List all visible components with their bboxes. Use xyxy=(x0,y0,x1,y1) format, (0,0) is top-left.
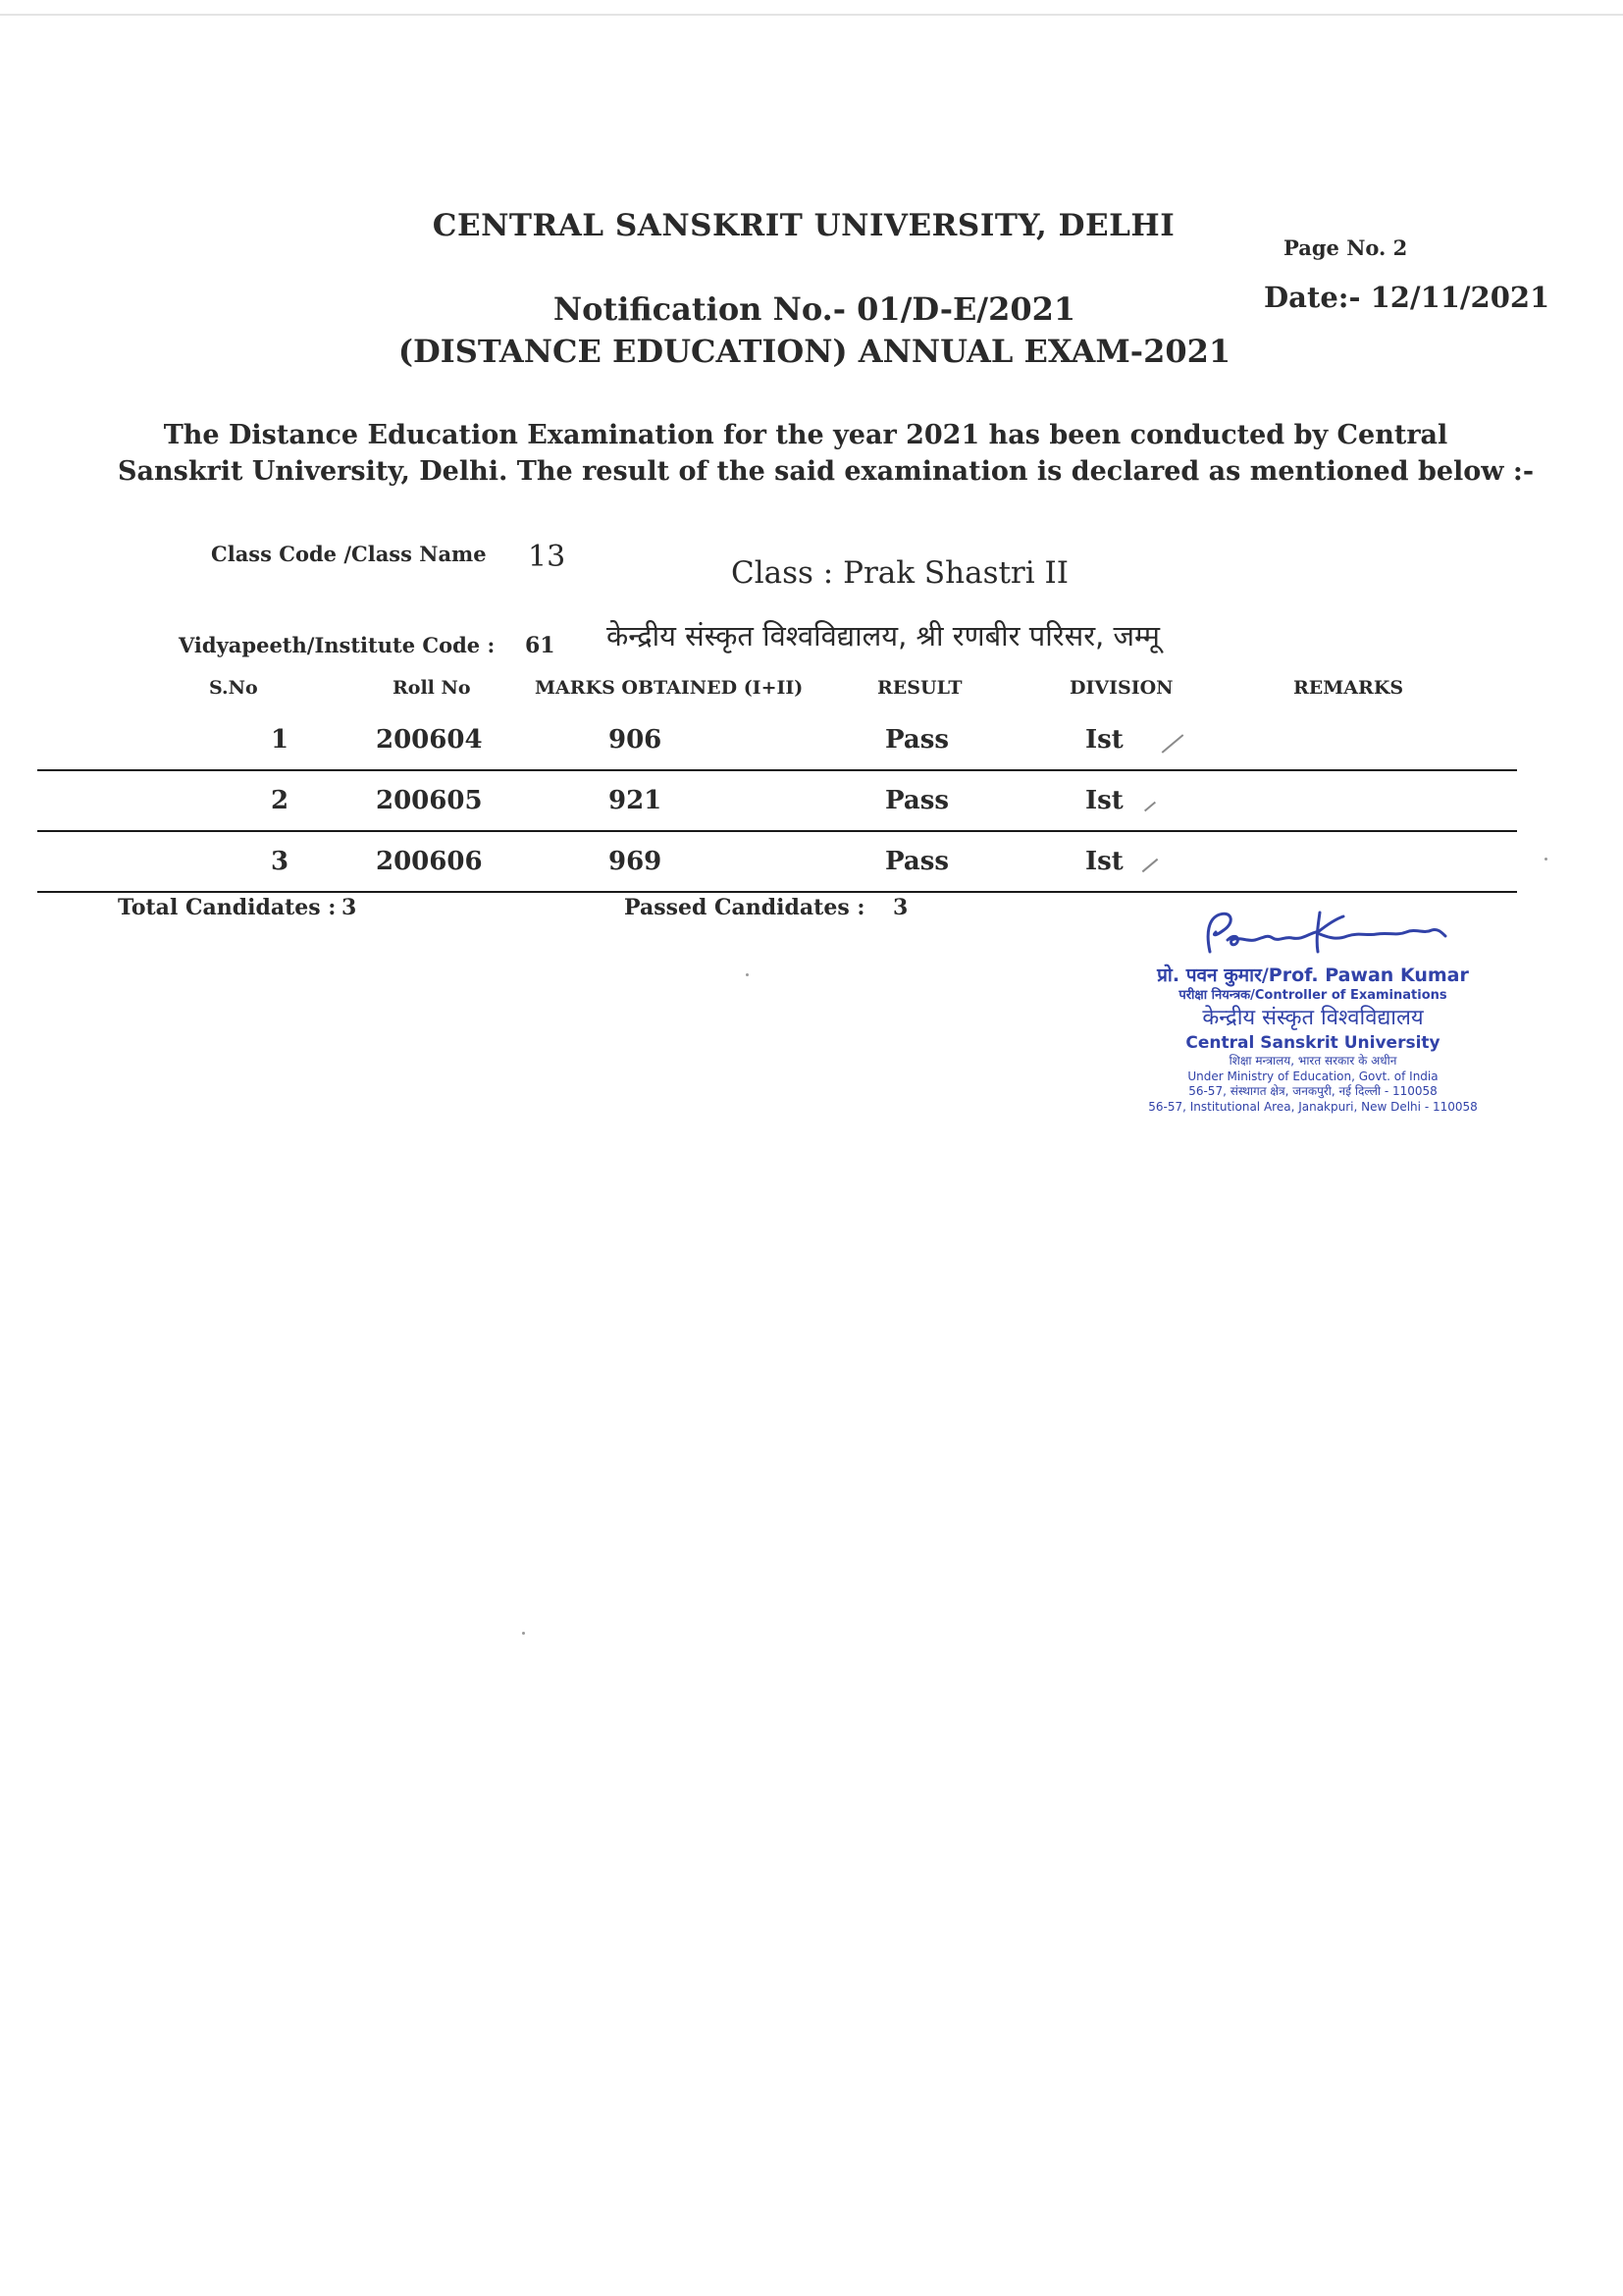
class-name: Class : Prak Shastri II xyxy=(731,555,1070,591)
table-row xyxy=(0,725,1623,766)
header-remarks: REMARKS xyxy=(1293,677,1404,699)
institute-code-value: 61 xyxy=(525,633,555,658)
row-divider xyxy=(37,769,1517,771)
header-result: RESULT xyxy=(877,677,963,699)
header-sno: S.No xyxy=(209,677,258,699)
intro-line-1: The Distance Education Examination for the year 2021 has been conducted by Central xyxy=(163,420,1448,450)
table-row xyxy=(0,847,1623,888)
institute-name: केन्द्रीय संस्कृत विश्वविद्यालय, श्री रणबीर परिसर, जम्मू xyxy=(606,619,1161,652)
cell-result: Pass xyxy=(885,786,949,815)
cell-division: Ist xyxy=(1085,786,1124,815)
stamp-address-hindi: 56-57, संस्थागत क्षेत्र, जनकपुरी, नई दिल्ली - 110058 xyxy=(1188,1084,1438,1099)
cell-roll-no: 200605 xyxy=(376,786,483,815)
university-title: CENTRAL SANSKRIT UNIVERSITY, DELHI xyxy=(432,208,1176,243)
stamp-name: प्रो. पवन कुमार/Prof. Pawan Kumar xyxy=(1157,965,1469,986)
class-code-label: Class Code /Class Name xyxy=(211,542,487,566)
scan-edge xyxy=(0,14,1623,16)
stamp-designation: परीक्षा नियन्त्रक/Controller of Examinations xyxy=(1178,987,1447,1003)
header-roll-no: Roll No xyxy=(393,677,471,699)
cell-division: Ist xyxy=(1085,725,1124,755)
check-mark xyxy=(1142,859,1159,872)
cell-result: Pass xyxy=(885,725,949,755)
cell-result: Pass xyxy=(885,847,949,876)
page-number: Page No. 2 xyxy=(1283,235,1408,260)
cell-sno: 3 xyxy=(271,847,289,876)
scan-speck xyxy=(522,1632,525,1635)
header-marks: MARKS OBTAINED (I+II) xyxy=(535,677,804,699)
stamp-ministry-hindi: शिक्षा मन्त्रालय, भारत सरकार के अधीन xyxy=(1229,1054,1397,1069)
notification-number: Notification No.- 01/D-E/2021 xyxy=(552,290,1076,328)
cell-roll-no: 200606 xyxy=(376,847,483,876)
header-division: DIVISION xyxy=(1070,677,1174,699)
cell-marks: 906 xyxy=(608,725,662,755)
cell-sno: 2 xyxy=(271,786,289,815)
cell-division: Ist xyxy=(1085,847,1124,876)
total-candidates-label: Total Candidates : xyxy=(118,895,337,920)
cell-roll-no: 200604 xyxy=(376,725,483,755)
passed-candidates-value: 3 xyxy=(893,895,909,920)
controller-stamp xyxy=(1117,907,1509,1116)
stamp-university-hindi: केन्द्रीय संस्कृत विश्वविद्यालय xyxy=(1202,1005,1424,1030)
cell-sno: 1 xyxy=(271,725,289,755)
cell-marks: 969 xyxy=(608,847,662,876)
passed-candidates-label: Passed Candidates : xyxy=(624,895,865,920)
institute-code-label: Vidyapeeth/Institute Code : xyxy=(179,633,496,657)
row-divider xyxy=(37,891,1517,893)
table-row xyxy=(0,786,1623,827)
intro-line-2: Sanskrit University, Delhi. The result of the said examination is declared as mentioned below :- xyxy=(118,456,1535,487)
stamp-university-english: Central Sanskrit University xyxy=(1185,1033,1440,1054)
scan-speck xyxy=(746,973,749,976)
stamp-address-english: 56-57, Institutional Area, Janakpuri, New Delhi - 110058 xyxy=(1148,1100,1478,1115)
check-mark xyxy=(1162,734,1184,754)
stamp-ministry-english: Under Ministry of Education, Govt. of India xyxy=(1187,1069,1439,1083)
row-divider xyxy=(37,830,1517,832)
exam-title: (DISTANCE EDUCATION) ANNUAL EXAM-2021 xyxy=(397,333,1231,370)
check-mark xyxy=(1144,802,1156,812)
cell-marks: 921 xyxy=(608,786,662,815)
scan-speck xyxy=(1544,858,1547,861)
signature-image xyxy=(1171,907,1455,960)
total-candidates-value: 3 xyxy=(341,895,357,920)
notification-date: Date:- 12/11/2021 xyxy=(1264,281,1550,314)
class-code-value: 13 xyxy=(528,540,566,574)
